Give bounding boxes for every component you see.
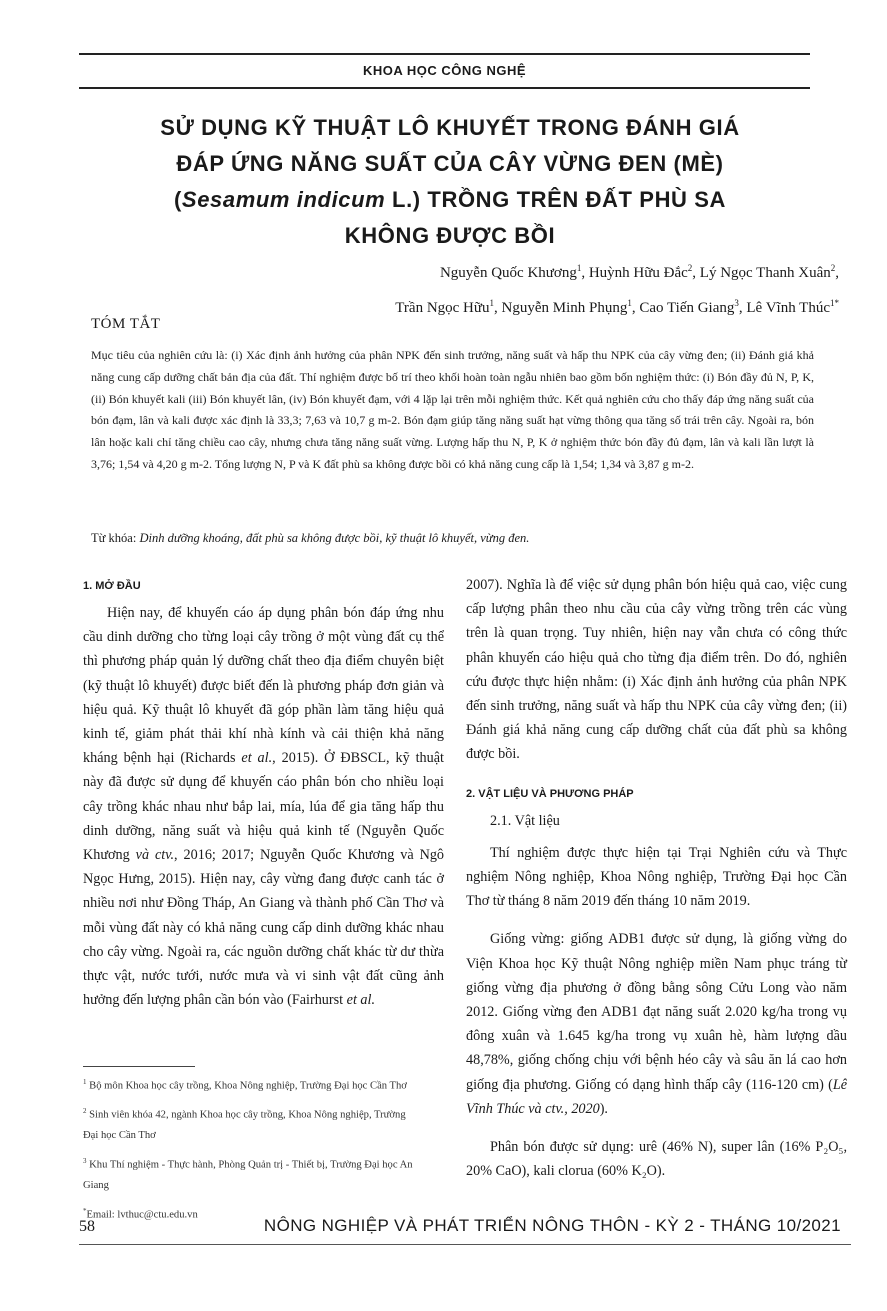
author-line-2: Trần Ngọc Hữu$^1$, Nguyễn Minh Phụng$^1$, Cao Tiến Giang$^3$, Lê Vĩnh Thúc$^{1*}$	[395, 298, 839, 316]
materials-paragraph-1: Thí nghiệm được thực hiện tại Trại Nghiên cứu và Thực nghiệm Nông nghiệp, Khoa Nông nghiệp, Trường Đại học Cần Thơ từ tháng 8 năm 2019 đến tháng 10 năm 2019.	[466, 844, 847, 910]
keywords-text: Dinh dưỡng khoáng, đất phù sa không được bồi, kỹ thuật lô khuyết, vừng đen.	[136, 531, 530, 545]
footnote-3: $^3$ Khu Thí nghiệm - Thực hành, Phòng Quản trị - Thiết bị, Trường Đại học An Giang	[83, 1156, 413, 1192]
materials-paragraph-3: Phân bón được sử dụng: urê (46% N), super lân (16% P₂O₅, 20% CaO), kali clorua (60% K₂O).	[466, 1139, 847, 1180]
article-title	[70, 110, 830, 254]
title-line-3: (Sesamum indicum L.) TRỒNG TRÊN ĐẤT PHÙ SA	[173, 187, 727, 212]
author-list	[139, 253, 839, 323]
journal-footer: NÔNG NGHIỆP VÀ PHÁT TRIỂN NÔNG THÔN - KỲ 2 - THÁNG 10/2021	[263, 1216, 841, 1235]
keywords-label: Từ khóa:	[91, 531, 137, 545]
footnote-divider	[83, 1066, 195, 1067]
author-line-1: Nguyễn Quốc Khương$^1$, Huỳnh Hữu Đắc$^2$, Lý Ngọc Thanh Xuân$^2$,	[439, 263, 839, 281]
abstract-text: Mục tiêu của nghiên cứu là: (i) Xác định ảnh hưởng của phân NPK đến sinh trưởng, năng suất và hấp thu NPK của cây vừng đen; (ii) Đánh giá khả năng cung cấp dưỡng chất bản địa của đất. Thí nghiệm được bố trí theo khối hoàn toàn ngẫu nhiên bao gồm bốn nghiệm thức: (i) Bón đầy đủ N, P, K, (ii) Bón khuyết kali (iii) Bón khuyết lân, (iv) Bón khuyết đạm, với 4 lặp lại trên mỗi nghiệm thức. Kết quả nghiên cứu cho thấy đáp ứng năng suất của bón đạm, lân và kali được xác định là 33,3; 7,63 và 10,7 g m-2. Bón đạm giúp tăng năng suất hạt vừng thông qua tăng số trái trên cây. Ngoài ra, bón lân hoặc kali chỉ tăng chiều cao cây, nhưng chưa tăng năng suất vừng. Lượng hấp thu N, P, K ở nghiệm thức bón đầy đủ đạm, lân và kali lần lượt là 3,76; 1,54 và 4,20 g m-2. Tổng lượng N, P và K đất phù sa không được bồi có khả năng cung cấp là 1,54; 1,34 và 3,87 g m-2.	[91, 348, 814, 471]
footer-divider	[79, 1244, 851, 1245]
section-2-heading: 2. VẬT LIỆU VÀ PHƯƠNG PHÁP	[466, 787, 634, 800]
page-number: 58	[79, 1218, 95, 1235]
right-column	[466, 573, 847, 1183]
footnote-email: *Email: lvthuc@ctu.edu.vn	[83, 1206, 198, 1221]
abstract-heading: TÓM TẮT	[91, 316, 161, 332]
materials-paragraph-2: Giống vừng: giống ADB1 được sử dụng, là giống vừng do Viện Khoa học Kỹ thuật Nông nghiệp miền Nam phục tráng từ giống vừng địa phương ở đồng bằng sông Cửu Long vào năm 2012. Giống vừng đen ADB1 đạt năng suất 2.020 kg/ha trong vụ đông xuân và 1.645 kg/ha trong vụ xuân hè, hàm lượng dầu 48,78%, giống chống chịu với bệnh héo cây và sâu ăn lá cao hơn giống địa phương. Giống có dạng hình thấp cây (116-120 cm) (Lê Vĩnh Thúc và ctv., 2020).	[466, 931, 847, 1117]
title-line-2: ĐÁP ỨNG NĂNG SUẤT CỦA CÂY VỪNG ĐEN (MÈ)	[176, 151, 724, 176]
section-1-heading: 1. MỞ ĐẦU	[83, 580, 141, 592]
section-header: KHOA HỌC CÔNG NGHỆ	[79, 53, 810, 89]
footnote-1: $^1$ Bộ môn Khoa học cây trồng, Khoa Nông nghiệp, Trường Đại học Cần Thơ	[83, 1078, 407, 1092]
intro-continuation: 2007). Nghĩa là để việc sử dụng phân bón hiệu quả cao, việc cung cấp lượng phân theo nhu cầu của cây vừng trồng trên các vùng trên là quan trọng. Tuy nhiên, hiện nay vẫn chưa có công thức phân khuyến cáo hiệu quả cho từng địa điểm trên. Do đó, nghiên cứu được thực hiện nhằm: (i) Xác định ảnh hưởng của phân NPK đến sinh trưởng, năng suất và hấp thu NPK của cây vừng đen; (ii) Đánh giá khả năng cung cấp dưỡng chất của đất phù sa không được bồi.	[466, 577, 847, 763]
left-column	[83, 573, 444, 1012]
title-line-4: KHÔNG ĐƯỢC BỒI	[344, 223, 556, 248]
subsection-2-1-heading: 2.1. Vật liệu	[490, 812, 560, 829]
footnotes	[83, 1072, 423, 1229]
keywords	[91, 531, 814, 546]
species-name: Sesamum indicum	[181, 187, 386, 212]
intro-paragraph: Hiện nay, để khuyến cáo áp dụng phân bón đáp ứng nhu cầu dinh dưỡng cho từng loại cây trồng ở một vùng đất cụ thể thì phương pháp quản lý dưỡng chất theo địa điểm chuyên biệt (kỹ thuật lô khuyết) được biết đến là phương pháp đơn giản và hiệu quả. Kỹ thuật lô khuyết đã góp phần làm tăng hiệu quả kinh tế, giảm phát thải khí nhà kính và cải thiện khả năng kháng bệnh hại (Richards et al., 2015). Ở ĐBSCL, kỹ thuật này đã được sử dụng để khuyến cáo phân bón cho nhiều loại cây trồng khác nhau như bắp lai, mía, lúa để gia tăng hấp thu dinh dưỡng, năng suất và hiệu quả kinh tế (Nguyễn Quốc Khương và ctv., 2016; 2017; Nguyễn Quốc Khương và Ngô Ngọc Hưng, 2015). Hiện nay, cây vừng đang được canh tác ở nhiều nơi như Đồng Tháp, An Giang và thành phố Cần Thơ và mỗi vùng đất này có khả năng cung cấp dinh dưỡng khác nhau cho cây vừng. Ngoài ra, các nguồn dưỡng chất khác từ dư thừa thực vật, nước tưới, nước mưa và vi sinh vật đất cũng ảnh hưởng đến lượng phân cần bón vào (Fairhurst et al.	[83, 605, 445, 1009]
title-line-1: SỬ DỤNG KỸ THUẬT LÔ KHUYẾT TRONG ĐÁNH GIÁ	[160, 115, 740, 140]
footnote-2: $^2$ Sinh viên khóa 42, ngành Khoa học cây trồng, Khoa Nông nghiệp, Trường Đại học Cần Thơ	[83, 1106, 406, 1142]
